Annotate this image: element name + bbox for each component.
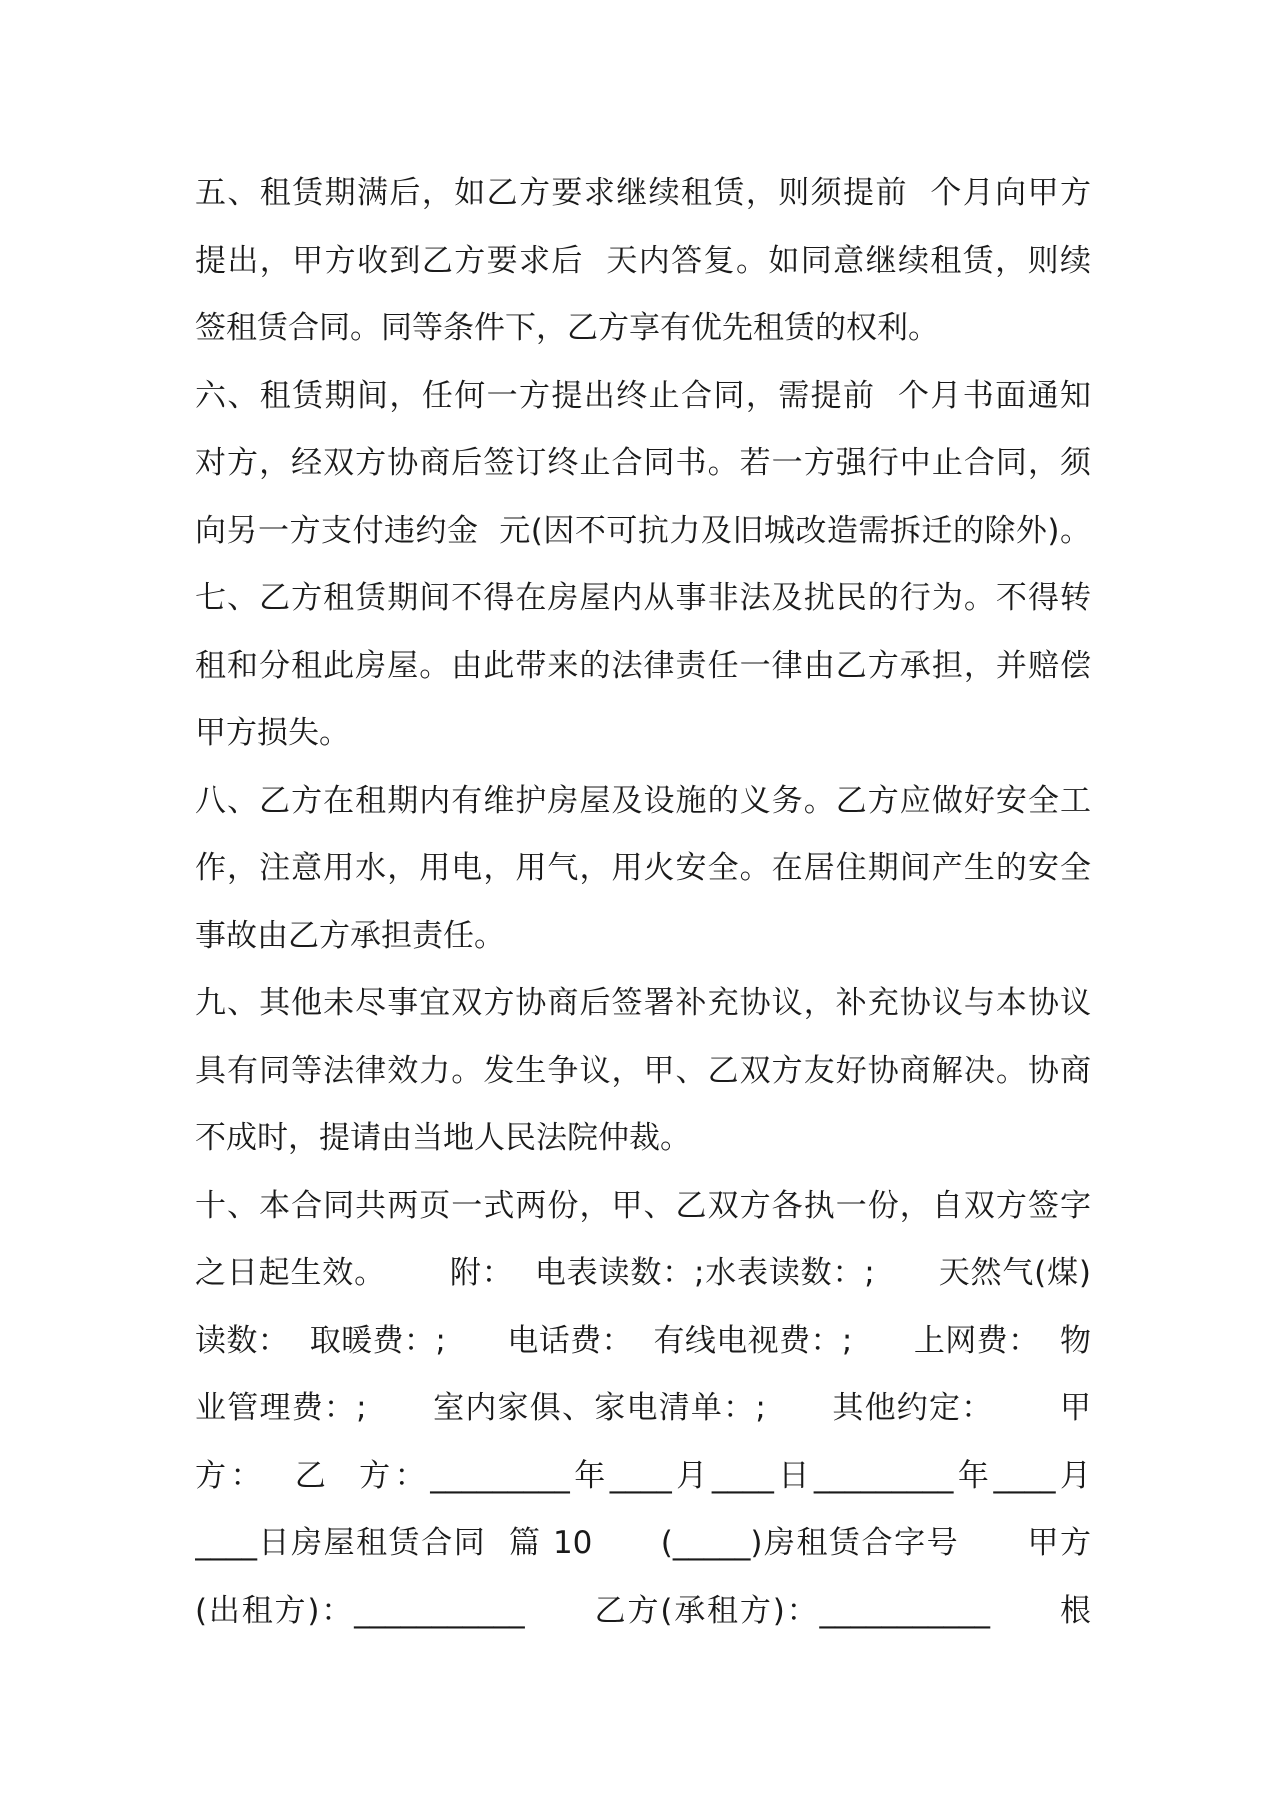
text-line: 具有同等法律效力。发生争议，甲、乙双方友好协商解决。协商: [195, 1052, 1091, 1089]
text-line: 读数： 取暖费：; 电话费： 有线电视费：; 上网费： 物: [195, 1322, 1091, 1359]
text-line: 方： 乙 方：_________年____月____日_________年____月: [195, 1457, 1091, 1494]
text-line: ____日房屋租赁合同 篇 10 (_____)房租赁合字号 甲方: [195, 1525, 1091, 1561]
text-line: 七、乙方租赁期间不得在房屋内从事非法及扰民的行为。不得转: [195, 580, 1091, 616]
text-line: 六、租赁期间，任何一方提出终止合同，需提前 个月书面通知: [195, 377, 1091, 414]
text-line: (出租方)：___________ 乙方(承租方)：___________ 根: [195, 1592, 1091, 1629]
text-line: 八、乙方在租期内有维护房屋及设施的义务。乙方应做好安全工: [195, 782, 1091, 819]
text-line: 五、租赁期满后，如乙方要求继续租赁，则须提前 个月向甲方: [195, 175, 1091, 211]
text-line: 签租赁合同。同等条件下，乙方享有优先租赁的权利。: [195, 310, 939, 346]
text-line: 九、其他未尽事宜双方协商后签署补充协议，补充协议与本协议: [195, 985, 1091, 1021]
text-line: 作，注意用水，用电，用气，用火安全。在居住期间产生的安全: [195, 850, 1091, 886]
text-line: 事故由乙方承担责任。: [195, 917, 505, 954]
text-line: 甲方损失。: [195, 715, 350, 751]
text-line: 之日起生效。 附： 电表读数：;水表读数：; 天然气(煤): [195, 1255, 1091, 1291]
text-line: 向另一方支付违约金 元(因不可抗力及旧城改造需拆迁的除外)。: [195, 512, 1091, 549]
text-line: 业管理费：; 室内家俱、家电清单：; 其他约定： 甲: [195, 1390, 1091, 1426]
text-line: 租和分租此房屋。由此带来的法律责任一律由乙方承担，并赔偿: [195, 647, 1091, 684]
text-line: 对方，经双方协商后签订终止合同书。若一方强行中止合同，须: [195, 445, 1091, 481]
text-line: 不成时，提请由当地人民法院仲裁。: [195, 1120, 691, 1156]
contract-body-text: [195, 160, 1091, 1645]
text-line: 提出，甲方收到乙方要求后 天内答复。如同意继续租赁，则续: [195, 242, 1091, 279]
text-line: 十、本合同共两页一式两份，甲、乙双方各执一份，自双方签字: [195, 1187, 1091, 1224]
